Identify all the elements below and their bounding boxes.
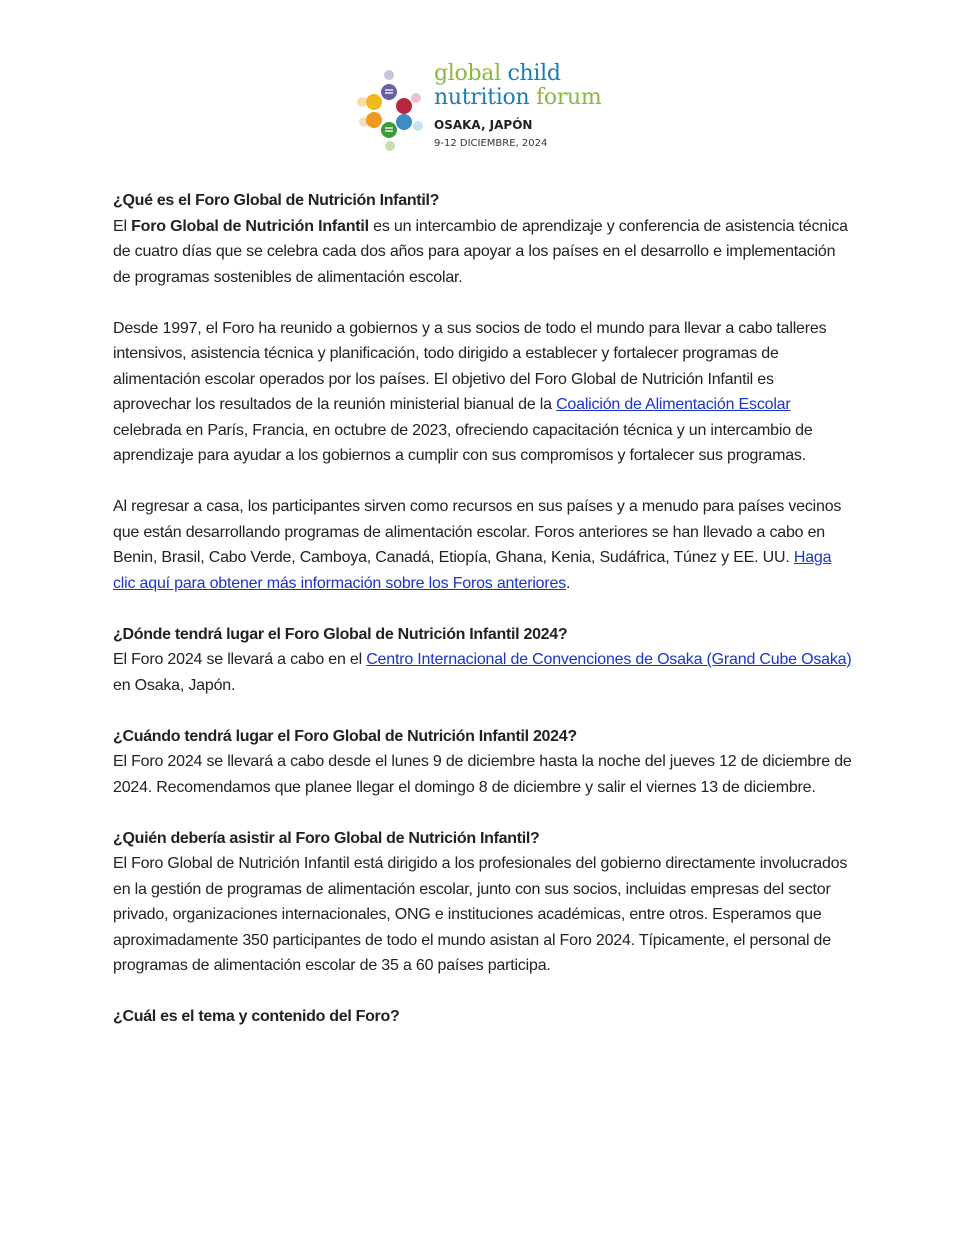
intro-post: es un intercambio de aprendizaje y conferencia de asistencia técnica de cuatro días que se celebra cada dos años para apoyar a los países en el desarrollo e implementación de programas sostenibles de alimentación escolar. <box>113 217 848 286</box>
paragraph-where <box>113 647 853 698</box>
logo-speech-bubbles-icon <box>352 62 432 152</box>
link-grand-cube-osaka[interactable]: Centro Internacional de Convenciones de Osaka (Grand Cube Osaka) <box>366 651 852 668</box>
document-body <box>113 188 853 1030</box>
paragraph-when: El Foro 2024 se llevará a cabo desde el lunes 9 de diciembre hasta la noche del jueves 12 de diciembre de 2024. Recomendamos que planee llegar el domingo 8 de diciembre y salir el viernes 13 de diciembre. <box>113 753 852 796</box>
where-pre: El Foro 2024 se llevará a cabo en el <box>113 651 367 668</box>
heading-what-is: ¿Qué es el Foro Global de Nutrición Infantil? <box>113 192 440 209</box>
logo-wordmark <box>434 62 601 149</box>
forum-logo <box>352 62 612 154</box>
logo-word-forum: forum <box>536 85 602 110</box>
heading-where: ¿Dónde tendrá lugar el Foro Global de Nutrición Infantil 2024? <box>113 625 568 643</box>
logo-dates: 9-12 DICIEMBRE, 2024 <box>434 138 548 149</box>
history-post: celebrada en París, Francia, en octubre de 2023, ofreciendo capacitación técnica y un intercambio de aprendizaje para ayudar a los gobiernos a cumplir con sus compromisos y fortalecer sus programas. <box>113 421 813 464</box>
logo-word-global: global <box>434 61 501 86</box>
logo-city: OSAKA, JAPÓN <box>434 118 533 132</box>
logo-word-nutrition: nutrition <box>434 85 530 110</box>
participants-pre: Al regresar a casa, los participantes sirven como recursos en sus países y a menudo para países vecinos que están desarrollando programas de alimentación escolar. Foros anteriores se han llevado a cabo en Benin, Brasil, Cabo Verde, Camboya, Canadá, Etiopía, Ghana, Kenia, Sudáfrica, Túnez y EE. UU. <box>113 498 842 566</box>
heading-when: ¿Cuándo tendrá lugar el Foro Global de Nutrición Infantil 2024? <box>113 727 577 745</box>
paragraph-intro <box>113 214 853 291</box>
link-previous-forums[interactable]: Haga clic aquí para obtener más información sobre los Foros anteriores <box>113 549 832 592</box>
history-pre: Desde 1997, el Foro ha reunido a gobiernos y a sus socios de todo el mundo para llevar a cabo talleres intensivos, asistencia técnica y planificación, todo dirigido a establecer y fortalecer programas de alimentación escolar operados por los países. El objetivo del Foro Global de Nutrición Infantil es aprovechar los resultados de la reunión ministerial bianual de la <box>113 319 827 413</box>
paragraph-who: El Foro Global de Nutrición Infantil está dirigido a los profesionales del gobierno directamente involucrados en la gestión de programas de alimentación escolar, junto con sus socios, incluidas empresas del sector privado, organizaciones internacionales, ONG e instituciones académicas, entre otros. Esperamos que aproximadamente 350 participantes de todo el mundo asistan al Foro 2024. Típicamente, el personal de programas de alimentación escolar de 35 a 60 países participa. <box>113 855 848 974</box>
paragraph-history <box>113 316 853 469</box>
where-post: en Osaka, Japón. <box>113 676 236 694</box>
intro-bold-name: Foro Global de Nutrición Infantil <box>131 217 369 235</box>
paragraph-participants <box>113 494 853 596</box>
intro-pre: El <box>113 217 132 235</box>
logo-word-child: child <box>507 61 561 86</box>
participants-post: . <box>566 574 571 592</box>
heading-who: ¿Quién debería asistir al Foro Global de Nutrición Infantil? <box>113 829 540 847</box>
link-school-meals-coalition[interactable]: Coalición de Alimentación Escolar <box>556 396 791 413</box>
heading-theme: ¿Cuál es el tema y contenido del Foro? <box>113 1008 400 1025</box>
